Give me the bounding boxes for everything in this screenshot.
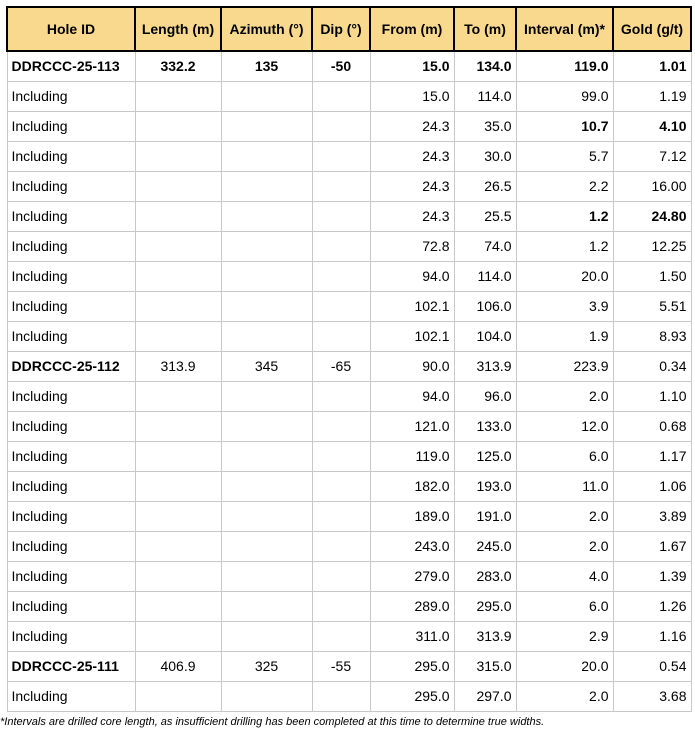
cell-azimuth: 345: [221, 351, 312, 381]
cell-gold: 1.39: [613, 561, 691, 591]
cell-hole: DDRCCC-25-112: [7, 351, 135, 381]
cell-gold: 0.34: [613, 351, 691, 381]
cell-from: 311.0: [370, 621, 454, 651]
cell-to: 134.0: [454, 51, 516, 81]
cell-length: [135, 471, 221, 501]
table-row-including: [7, 171, 691, 201]
cell-gold: 1.10: [613, 381, 691, 411]
cell-gold: 3.68: [613, 681, 691, 711]
cell-dip: [312, 441, 370, 471]
cell-interval: 223.9: [516, 351, 613, 381]
cell-azimuth: [221, 231, 312, 261]
cell-interval: 2.9: [516, 621, 613, 651]
cell-dip: [312, 531, 370, 561]
cell-interval: 1.2: [516, 201, 613, 231]
table-row-including: [7, 411, 691, 441]
cell-interval: 4.0: [516, 561, 613, 591]
cell-dip: [312, 231, 370, 261]
cell-gold: 1.67: [613, 531, 691, 561]
cell-dip: [312, 501, 370, 531]
cell-dip: [312, 171, 370, 201]
cell-length: [135, 591, 221, 621]
cell-from: 119.0: [370, 441, 454, 471]
cell-from: 295.0: [370, 651, 454, 681]
header-azimuth: Azimuth (°): [221, 7, 312, 51]
table-row-including: [7, 381, 691, 411]
cell-azimuth: [221, 291, 312, 321]
cell-gold: 1.06: [613, 471, 691, 501]
cell-interval: 2.0: [516, 381, 613, 411]
table-row-including: [7, 141, 691, 171]
cell-to: 283.0: [454, 561, 516, 591]
cell-interval: 2.0: [516, 681, 613, 711]
cell-gold: 3.89: [613, 501, 691, 531]
cell-interval: 2.0: [516, 531, 613, 561]
cell-length: [135, 531, 221, 561]
cell-length: [135, 261, 221, 291]
cell-dip: [312, 621, 370, 651]
cell-gold: 4.10: [613, 111, 691, 141]
cell-gold: 5.51: [613, 291, 691, 321]
cell-gold: 0.68: [613, 411, 691, 441]
cell-hole: Including: [7, 381, 135, 411]
table-row-including: [7, 681, 691, 711]
cell-azimuth: [221, 471, 312, 501]
cell-dip: [312, 261, 370, 291]
cell-azimuth: [221, 561, 312, 591]
cell-gold: 1.19: [613, 81, 691, 111]
cell-to: 114.0: [454, 81, 516, 111]
cell-length: [135, 291, 221, 321]
cell-gold: 7.12: [613, 141, 691, 171]
table-row-hole: [7, 351, 691, 381]
cell-to: 114.0: [454, 261, 516, 291]
cell-interval: 6.0: [516, 591, 613, 621]
cell-hole: Including: [7, 321, 135, 351]
cell-to: 191.0: [454, 501, 516, 531]
cell-length: 406.9: [135, 651, 221, 681]
cell-gold: 8.93: [613, 321, 691, 351]
header-gold: Gold (g/t): [613, 7, 691, 51]
cell-interval: 119.0: [516, 51, 613, 81]
cell-length: [135, 561, 221, 591]
cell-hole: Including: [7, 501, 135, 531]
header-to: To (m): [454, 7, 516, 51]
cell-from: 182.0: [370, 471, 454, 501]
cell-to: 26.5: [454, 171, 516, 201]
cell-length: [135, 501, 221, 531]
cell-hole: DDRCCC-25-111: [7, 651, 135, 681]
cell-to: 25.5: [454, 201, 516, 231]
cell-from: 15.0: [370, 81, 454, 111]
cell-to: 35.0: [454, 111, 516, 141]
cell-azimuth: 325: [221, 651, 312, 681]
cell-dip: -65: [312, 351, 370, 381]
cell-length: [135, 621, 221, 651]
cell-length: [135, 681, 221, 711]
cell-hole: Including: [7, 441, 135, 471]
table-row-hole: [7, 51, 691, 81]
cell-from: 295.0: [370, 681, 454, 711]
cell-dip: [312, 411, 370, 441]
cell-azimuth: [221, 591, 312, 621]
cell-from: 289.0: [370, 591, 454, 621]
cell-to: 297.0: [454, 681, 516, 711]
cell-interval: 5.7: [516, 141, 613, 171]
cell-azimuth: [221, 201, 312, 231]
cell-from: 102.1: [370, 291, 454, 321]
cell-to: 30.0: [454, 141, 516, 171]
footnote: *Intervals are drilled core length, as insufficient drilling has been completed at this time to determine true widths.: [0, 716, 545, 728]
cell-interval: 2.0: [516, 501, 613, 531]
cell-azimuth: [221, 111, 312, 141]
cell-dip: [312, 591, 370, 621]
cell-dip: [312, 111, 370, 141]
table-row-including: [7, 291, 691, 321]
table-row-including: [7, 471, 691, 501]
header-interval: Interval (m)*: [516, 7, 613, 51]
table-row-including: [7, 261, 691, 291]
header-dip: Dip (°): [312, 7, 370, 51]
cell-to: 245.0: [454, 531, 516, 561]
cell-azimuth: [221, 81, 312, 111]
table-row-hole: [7, 651, 691, 681]
cell-to: 315.0: [454, 651, 516, 681]
table-row-including: [7, 591, 691, 621]
cell-hole: Including: [7, 591, 135, 621]
cell-interval: 1.9: [516, 321, 613, 351]
cell-from: 279.0: [370, 561, 454, 591]
cell-to: 313.9: [454, 351, 516, 381]
cell-gold: 1.16: [613, 621, 691, 651]
cell-length: [135, 81, 221, 111]
cell-to: 133.0: [454, 411, 516, 441]
cell-interval: 12.0: [516, 411, 613, 441]
table-row-including: [7, 321, 691, 351]
cell-length: [135, 111, 221, 141]
cell-azimuth: 135: [221, 51, 312, 81]
drill-results-table: [6, 6, 692, 712]
cell-hole: Including: [7, 81, 135, 111]
cell-from: 15.0: [370, 51, 454, 81]
cell-from: 24.3: [370, 201, 454, 231]
cell-length: [135, 411, 221, 441]
table-row-including: [7, 531, 691, 561]
cell-gold: 1.01: [613, 51, 691, 81]
cell-to: 74.0: [454, 231, 516, 261]
cell-hole: Including: [7, 561, 135, 591]
cell-hole: Including: [7, 111, 135, 141]
cell-azimuth: [221, 501, 312, 531]
cell-interval: 20.0: [516, 651, 613, 681]
cell-dip: [312, 321, 370, 351]
cell-from: 243.0: [370, 531, 454, 561]
cell-length: 313.9: [135, 351, 221, 381]
cell-hole: DDRCCC-25-113: [7, 51, 135, 81]
cell-to: 96.0: [454, 381, 516, 411]
cell-from: 24.3: [370, 141, 454, 171]
header-length: Length (m): [135, 7, 221, 51]
cell-dip: [312, 201, 370, 231]
cell-hole: Including: [7, 231, 135, 261]
cell-gold: 24.80: [613, 201, 691, 231]
cell-to: 125.0: [454, 441, 516, 471]
cell-length: [135, 441, 221, 471]
table-body: [7, 51, 691, 711]
cell-from: 24.3: [370, 171, 454, 201]
cell-gold: 1.26: [613, 591, 691, 621]
cell-gold: 1.50: [613, 261, 691, 291]
cell-dip: [312, 381, 370, 411]
cell-hole: Including: [7, 261, 135, 291]
cell-hole: Including: [7, 621, 135, 651]
cell-interval: 1.2: [516, 231, 613, 261]
cell-azimuth: [221, 441, 312, 471]
cell-interval: 20.0: [516, 261, 613, 291]
cell-azimuth: [221, 261, 312, 291]
cell-interval: 11.0: [516, 471, 613, 501]
cell-azimuth: [221, 171, 312, 201]
cell-azimuth: [221, 411, 312, 441]
cell-dip: [312, 561, 370, 591]
header-row: [7, 7, 691, 51]
cell-interval: 2.2: [516, 171, 613, 201]
cell-length: 332.2: [135, 51, 221, 81]
cell-hole: Including: [7, 531, 135, 561]
table-row-including: [7, 201, 691, 231]
cell-from: 189.0: [370, 501, 454, 531]
cell-azimuth: [221, 141, 312, 171]
cell-hole: Including: [7, 291, 135, 321]
cell-hole: Including: [7, 141, 135, 171]
cell-azimuth: [221, 321, 312, 351]
table-row-including: [7, 231, 691, 261]
cell-length: [135, 171, 221, 201]
cell-hole: Including: [7, 681, 135, 711]
cell-gold: 12.25: [613, 231, 691, 261]
cell-dip: [312, 471, 370, 501]
cell-to: 193.0: [454, 471, 516, 501]
cell-hole: Including: [7, 171, 135, 201]
cell-to: 104.0: [454, 321, 516, 351]
header-from: From (m): [370, 7, 454, 51]
table-row-including: [7, 621, 691, 651]
cell-interval: 99.0: [516, 81, 613, 111]
cell-gold: 1.17: [613, 441, 691, 471]
cell-from: 94.0: [370, 261, 454, 291]
cell-length: [135, 201, 221, 231]
cell-interval: 3.9: [516, 291, 613, 321]
cell-from: 72.8: [370, 231, 454, 261]
cell-from: 90.0: [370, 351, 454, 381]
cell-dip: [312, 291, 370, 321]
cell-dip: -50: [312, 51, 370, 81]
table-row-including: [7, 441, 691, 471]
cell-from: 102.1: [370, 321, 454, 351]
cell-from: 94.0: [370, 381, 454, 411]
cell-length: [135, 141, 221, 171]
cell-azimuth: [221, 621, 312, 651]
cell-dip: -55: [312, 651, 370, 681]
cell-gold: 16.00: [613, 171, 691, 201]
cell-dip: [312, 81, 370, 111]
cell-hole: Including: [7, 471, 135, 501]
cell-to: 106.0: [454, 291, 516, 321]
table-row-including: [7, 501, 691, 531]
cell-gold: 0.54: [613, 651, 691, 681]
cell-hole: Including: [7, 411, 135, 441]
cell-azimuth: [221, 381, 312, 411]
table-row-including: [7, 111, 691, 141]
cell-hole: Including: [7, 201, 135, 231]
cell-length: [135, 321, 221, 351]
cell-azimuth: [221, 681, 312, 711]
cell-interval: 10.7: [516, 111, 613, 141]
cell-to: 313.9: [454, 621, 516, 651]
cell-interval: 6.0: [516, 441, 613, 471]
header-hole-id: Hole ID: [7, 7, 135, 51]
cell-length: [135, 231, 221, 261]
cell-dip: [312, 141, 370, 171]
table-row-including: [7, 561, 691, 591]
table-row-including: [7, 81, 691, 111]
cell-azimuth: [221, 531, 312, 561]
cell-length: [135, 381, 221, 411]
cell-from: 24.3: [370, 111, 454, 141]
cell-to: 295.0: [454, 591, 516, 621]
cell-dip: [312, 681, 370, 711]
cell-from: 121.0: [370, 411, 454, 441]
